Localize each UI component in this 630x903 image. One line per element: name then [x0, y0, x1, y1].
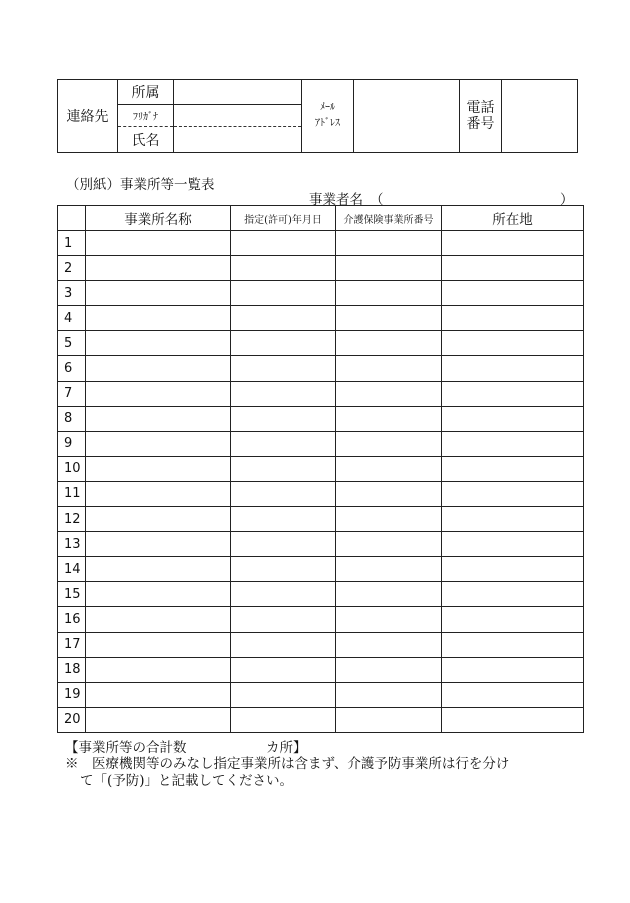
location-cell[interactable]: [442, 356, 584, 381]
table-row: [58, 306, 584, 331]
facility-number-cell[interactable]: [336, 256, 442, 281]
location-cell[interactable]: [442, 306, 584, 331]
designation-date-cell[interactable]: [231, 356, 336, 381]
facility-number-cell[interactable]: [336, 481, 442, 506]
facility-name-cell[interactable]: [86, 607, 231, 632]
facility-name-cell[interactable]: [86, 682, 231, 707]
header-location: 所在地: [442, 206, 584, 231]
header-number: [58, 206, 86, 231]
facility-number-cell[interactable]: [336, 607, 442, 632]
location-cell[interactable]: [442, 632, 584, 657]
affiliation-field[interactable]: [174, 80, 302, 105]
location-cell[interactable]: [442, 507, 584, 532]
affiliation-label: 所属: [118, 80, 174, 105]
header-designation-date: 指定(許可)年月日: [231, 206, 336, 231]
row-number: 17: [58, 632, 86, 657]
row-number: 1: [58, 231, 86, 256]
table-row: [58, 532, 584, 557]
note-line2: て「(予防)」と記載してください。: [80, 773, 294, 789]
email-label-line1: ﾒｰﾙ: [320, 102, 335, 113]
designation-date-cell[interactable]: [231, 557, 336, 582]
table-row: [58, 456, 584, 481]
facility-number-cell[interactable]: [336, 231, 442, 256]
facility-name-cell[interactable]: [86, 507, 231, 532]
facility-name-cell[interactable]: [86, 331, 231, 356]
designation-date-cell[interactable]: [231, 607, 336, 632]
furigana-field[interactable]: [174, 105, 302, 127]
row-number: 6: [58, 356, 86, 381]
row-number: 8: [58, 406, 86, 431]
table-row: [58, 557, 584, 582]
location-cell[interactable]: [442, 481, 584, 506]
table-row: [58, 406, 584, 431]
facility-name-cell[interactable]: [86, 231, 231, 256]
location-cell[interactable]: [442, 381, 584, 406]
facility-number-cell[interactable]: [336, 532, 442, 557]
row-number: 18: [58, 657, 86, 682]
designation-date-cell[interactable]: [231, 481, 336, 506]
facility-name-cell[interactable]: [86, 256, 231, 281]
facility-number-cell[interactable]: [336, 306, 442, 331]
row-number: 12: [58, 507, 86, 532]
designation-date-cell[interactable]: [231, 632, 336, 657]
name-label: 氏名: [118, 127, 174, 153]
operator-name-open: （: [370, 192, 384, 208]
facility-name-cell[interactable]: [86, 431, 231, 456]
facility-number-cell[interactable]: [336, 356, 442, 381]
facility-number-cell[interactable]: [336, 431, 442, 456]
table-row: [58, 356, 584, 381]
designation-date-cell[interactable]: [231, 331, 336, 356]
name-field[interactable]: [174, 127, 302, 153]
location-cell[interactable]: [442, 456, 584, 481]
operator-name-label: 事業者名: [309, 192, 363, 208]
location-cell[interactable]: [442, 256, 584, 281]
table-row: [58, 331, 584, 356]
row-number: 11: [58, 481, 86, 506]
row-number: 20: [58, 707, 86, 732]
location-cell[interactable]: [442, 532, 584, 557]
facility-name-cell[interactable]: [86, 481, 231, 506]
table-row: [58, 607, 584, 632]
facility-list-table: [57, 205, 584, 733]
facility-number-cell[interactable]: [336, 331, 442, 356]
designation-date-cell[interactable]: [231, 657, 336, 682]
row-number: 4: [58, 306, 86, 331]
designation-date-cell[interactable]: [231, 456, 336, 481]
location-cell[interactable]: [442, 431, 584, 456]
header-facility-name: 事業所名称: [86, 206, 231, 231]
facility-name-cell[interactable]: [86, 707, 231, 732]
contact-label: 連絡先: [58, 80, 118, 153]
location-cell[interactable]: [442, 281, 584, 306]
designation-date-cell[interactable]: [231, 381, 336, 406]
facility-number-cell[interactable]: [336, 507, 442, 532]
facility-name-cell[interactable]: [86, 381, 231, 406]
facility-number-cell[interactable]: [336, 281, 442, 306]
table-row: [58, 481, 584, 506]
row-number: 9: [58, 431, 86, 456]
phone-label-line2: 番号: [466, 116, 495, 132]
facility-number-cell[interactable]: [336, 381, 442, 406]
phone-field[interactable]: [502, 80, 578, 153]
table-row: [58, 582, 584, 607]
facility-number-cell[interactable]: [336, 657, 442, 682]
facility-number-cell[interactable]: [336, 582, 442, 607]
email-field[interactable]: [354, 80, 460, 153]
table-row: [58, 281, 584, 306]
facility-number-cell[interactable]: [336, 557, 442, 582]
designation-date-cell[interactable]: [231, 231, 336, 256]
table-row: [58, 231, 584, 256]
facility-number-cell[interactable]: [336, 632, 442, 657]
row-number: 10: [58, 456, 86, 481]
note-line1: ※ 医療機関等のみなし指定事業所は含まず、介護予防事業所は行を分け: [65, 756, 510, 772]
designation-date-cell[interactable]: [231, 256, 336, 281]
table-row: [58, 657, 584, 682]
annex-title: （別紙）事業所等一覧表: [66, 177, 215, 193]
table-row: [58, 707, 584, 732]
facility-name-cell[interactable]: [86, 281, 231, 306]
designation-date-cell[interactable]: [231, 707, 336, 732]
location-cell[interactable]: [442, 707, 584, 732]
location-cell[interactable]: [442, 682, 584, 707]
row-number: 19: [58, 682, 86, 707]
table-row: [58, 507, 584, 532]
row-number: 15: [58, 582, 86, 607]
row-number: 3: [58, 281, 86, 306]
operator-name-close: ）: [560, 192, 574, 208]
facility-name-cell[interactable]: [86, 456, 231, 481]
facility-name-cell[interactable]: [86, 406, 231, 431]
facility-number-cell[interactable]: [336, 406, 442, 431]
designation-date-cell[interactable]: [231, 281, 336, 306]
location-cell[interactable]: [442, 657, 584, 682]
phone-label: [460, 80, 502, 153]
row-number: 14: [58, 557, 86, 582]
row-number: 7: [58, 381, 86, 406]
total-count-suffix: カ所】: [266, 740, 307, 756]
row-number: 16: [58, 607, 86, 632]
table-row: [58, 682, 584, 707]
location-cell[interactable]: [442, 231, 584, 256]
row-number: 5: [58, 331, 86, 356]
facility-name-cell[interactable]: [86, 356, 231, 381]
designation-date-cell[interactable]: [231, 507, 336, 532]
facility-number-cell[interactable]: [336, 682, 442, 707]
email-label-line2: ｱﾄﾞﾚｽ: [315, 118, 340, 129]
location-cell[interactable]: [442, 582, 584, 607]
facility-name-cell[interactable]: [86, 532, 231, 557]
facility-name-cell[interactable]: [86, 306, 231, 331]
phone-label-line1: 電話: [466, 100, 495, 116]
facility-number-cell[interactable]: [336, 707, 442, 732]
designation-date-cell[interactable]: [231, 406, 336, 431]
location-cell[interactable]: [442, 607, 584, 632]
designation-date-cell[interactable]: [231, 532, 336, 557]
facility-name-cell[interactable]: [86, 632, 231, 657]
designation-date-cell[interactable]: [231, 582, 336, 607]
facility-number-cell[interactable]: [336, 456, 442, 481]
furigana-label: ﾌﾘｶﾞﾅ: [118, 105, 174, 127]
table-row: [58, 632, 584, 657]
facility-name-cell[interactable]: [86, 657, 231, 682]
total-count-prefix: 【事業所等の合計数: [65, 740, 187, 756]
row-number: 2: [58, 256, 86, 281]
row-number: 13: [58, 532, 86, 557]
table-row: [58, 256, 584, 281]
facility-name-cell[interactable]: [86, 582, 231, 607]
table-row: [58, 381, 584, 406]
location-cell[interactable]: [442, 406, 584, 431]
location-cell[interactable]: [442, 557, 584, 582]
designation-date-cell[interactable]: [231, 431, 336, 456]
contact-table: [57, 79, 578, 153]
facility-name-cell[interactable]: [86, 557, 231, 582]
email-label: [302, 80, 354, 153]
location-cell[interactable]: [442, 331, 584, 356]
table-row: [58, 431, 584, 456]
designation-date-cell[interactable]: [231, 306, 336, 331]
header-facility-number: 介護保険事業所番号: [336, 206, 442, 231]
designation-date-cell[interactable]: [231, 682, 336, 707]
